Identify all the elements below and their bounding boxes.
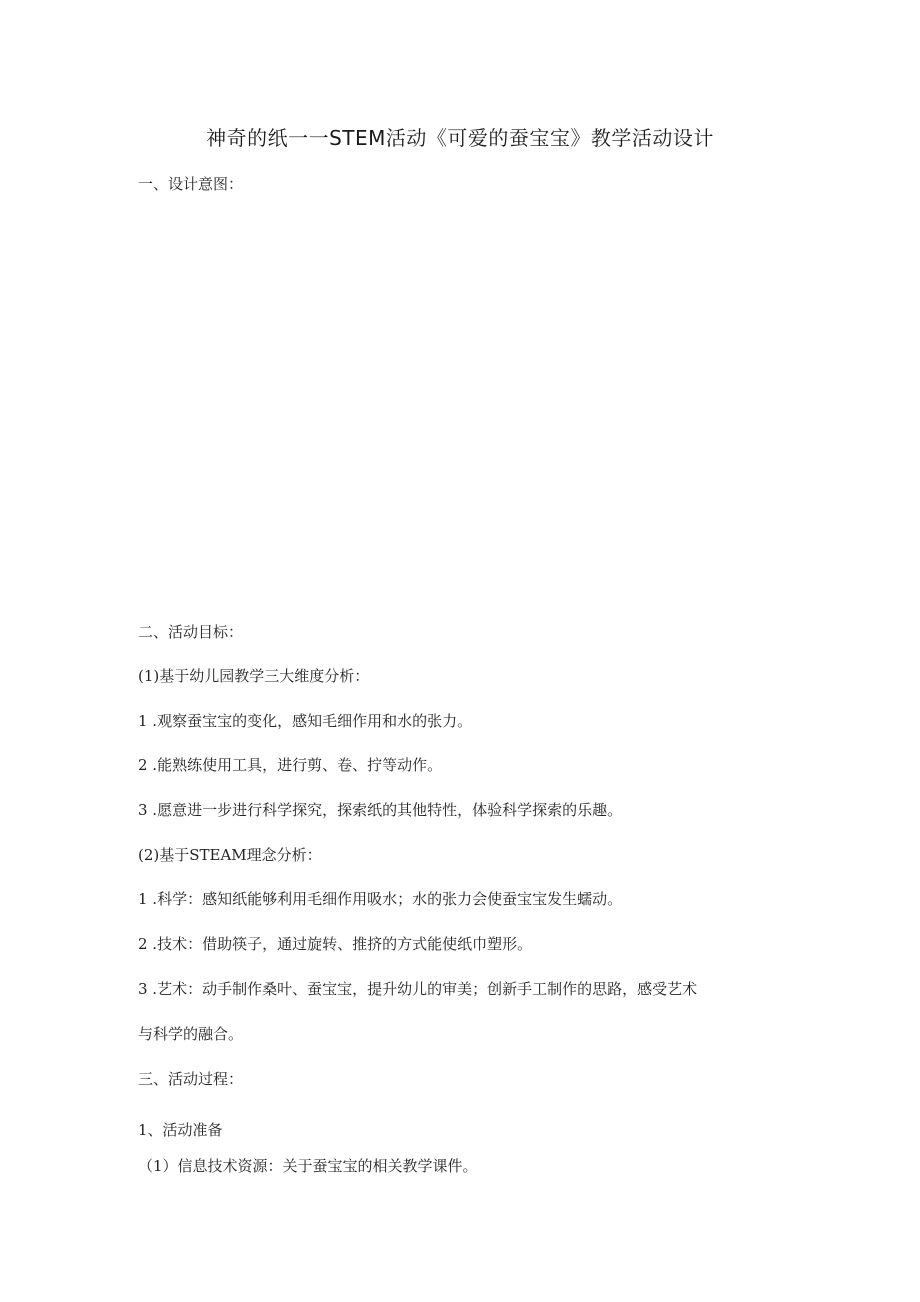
section-heading-activity-process: 三、活动过程： xyxy=(138,1070,244,1088)
goal-item: 3 .愿意进一步进行科学探究，探索纸的其他特性，体验科学探索的乐趣。 xyxy=(138,801,623,819)
subheading-steam-analysis: (2)基于STEAM理念分析： xyxy=(138,846,322,864)
goal-item: 1 .观察蚕宝宝的变化，感知毛细作用和水的张力。 xyxy=(138,712,473,730)
goal-item: 2 .能熟练使用工具，进行剪、卷、拧等动作。 xyxy=(138,756,443,774)
section-heading-design-intent: 一、设计意图： xyxy=(138,175,244,193)
steam-item-continuation: 与科学的融合。 xyxy=(138,1025,244,1043)
subheading-activity-preparation: 1、活动准备 xyxy=(138,1121,223,1139)
document-title: 神奇的纸一一STEM活动《可爱的蚕宝宝》教学活动设计 xyxy=(206,126,714,150)
section-heading-activity-goals: 二、活动目标： xyxy=(138,623,244,641)
steam-item: 2 .技术：借助筷子，通过旋转、推挤的方式能使纸巾塑形。 xyxy=(138,935,533,953)
preparation-item: （1）信息技术资源：关于蚕宝宝的相关教学课件。 xyxy=(138,1157,478,1175)
steam-item: 3 .艺术：动手制作桑叶、蚕宝宝，提升幼儿的审美；创新手工制作的思路，感受艺术 xyxy=(138,980,698,998)
subheading-three-dimensions: (1)基于幼儿园教学三大维度分析： xyxy=(138,667,370,685)
steam-item: 1 .科学：感知纸能够利用毛细作用吸水；水的张力会使蚕宝宝发生蠕动。 xyxy=(138,890,623,908)
